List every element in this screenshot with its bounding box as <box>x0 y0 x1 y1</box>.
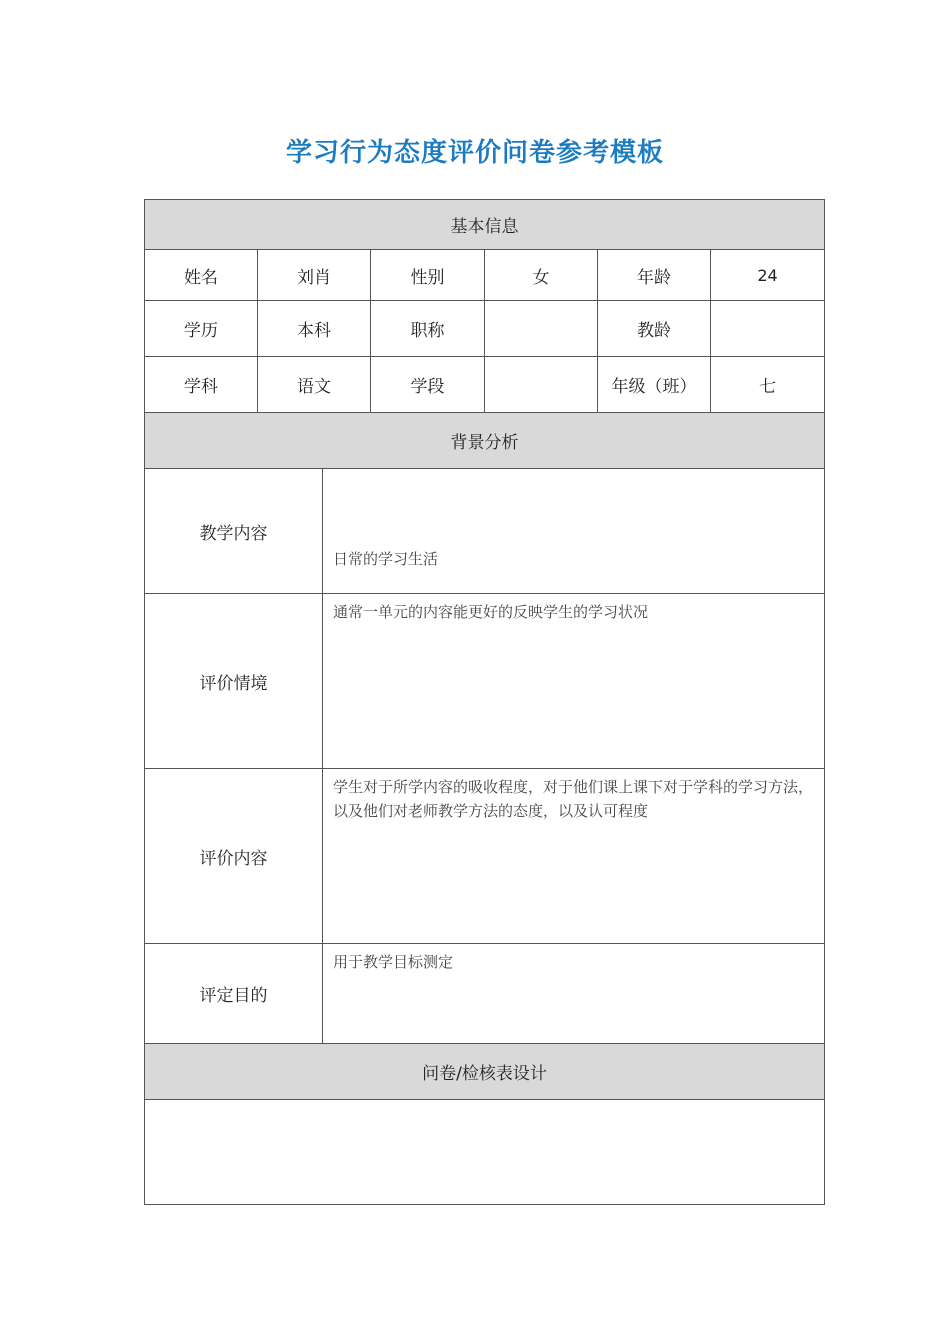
background-row <box>145 594 825 769</box>
teaching-years-value <box>711 301 825 357</box>
questionnaire-row <box>145 1100 825 1205</box>
basic-info-header-row <box>145 200 825 250</box>
document-title: 学习行为态度评价问卷参考模板 <box>285 138 664 168</box>
evaluation-context-label: 评价情境 <box>145 594 323 769</box>
age-label: 年龄 <box>598 250 711 301</box>
stage-label: 学段 <box>371 357 485 413</box>
evaluation-form-table <box>144 199 825 1205</box>
age-value: 24 <box>711 250 825 301</box>
basic-info-row <box>145 357 825 413</box>
stage-value <box>485 357 598 413</box>
questionnaire-header-row <box>145 1044 825 1100</box>
teaching-content-label: 教学内容 <box>145 469 323 594</box>
education-label: 学历 <box>145 301 258 357</box>
evaluation-context-value: 通常一单元的内容能更好的反映学生的学习状况 <box>323 594 825 769</box>
title-value <box>485 301 598 357</box>
name-value: 刘肖 <box>258 250 371 301</box>
teaching-content-value: 日常的学习生活 <box>323 469 825 594</box>
education-value: 本科 <box>258 301 371 357</box>
evaluation-content-value: 学生对于所学内容的吸收程度，对于他们课上课下对于学科的学习方法，以及他们对老师教学方法的态度，以及认可程度 <box>323 769 825 944</box>
basic-info-row <box>145 301 825 357</box>
background-row <box>145 769 825 944</box>
basic-info-row <box>145 250 825 301</box>
subject-value: 语文 <box>258 357 371 413</box>
background-row <box>145 469 825 594</box>
questionnaire-header: 问卷/检核表设计 <box>145 1044 825 1100</box>
basic-info-header: 基本信息 <box>145 200 825 250</box>
gender-value: 女 <box>485 250 598 301</box>
name-label: 姓名 <box>145 250 258 301</box>
gender-label: 性别 <box>371 250 485 301</box>
subject-label: 学科 <box>145 357 258 413</box>
assessment-purpose-label: 评定目的 <box>145 944 323 1044</box>
evaluation-content-label: 评价内容 <box>145 769 323 944</box>
background-row <box>145 944 825 1044</box>
grade-class-value: 七 <box>711 357 825 413</box>
grade-class-label: 年级（班） <box>598 357 711 413</box>
questionnaire-content <box>145 1100 825 1205</box>
background-header-row <box>145 413 825 469</box>
teaching-years-label: 教龄 <box>598 301 711 357</box>
background-header: 背景分析 <box>145 413 825 469</box>
title-label: 职称 <box>371 301 485 357</box>
assessment-purpose-value: 用于教学目标测定 <box>323 944 825 1044</box>
